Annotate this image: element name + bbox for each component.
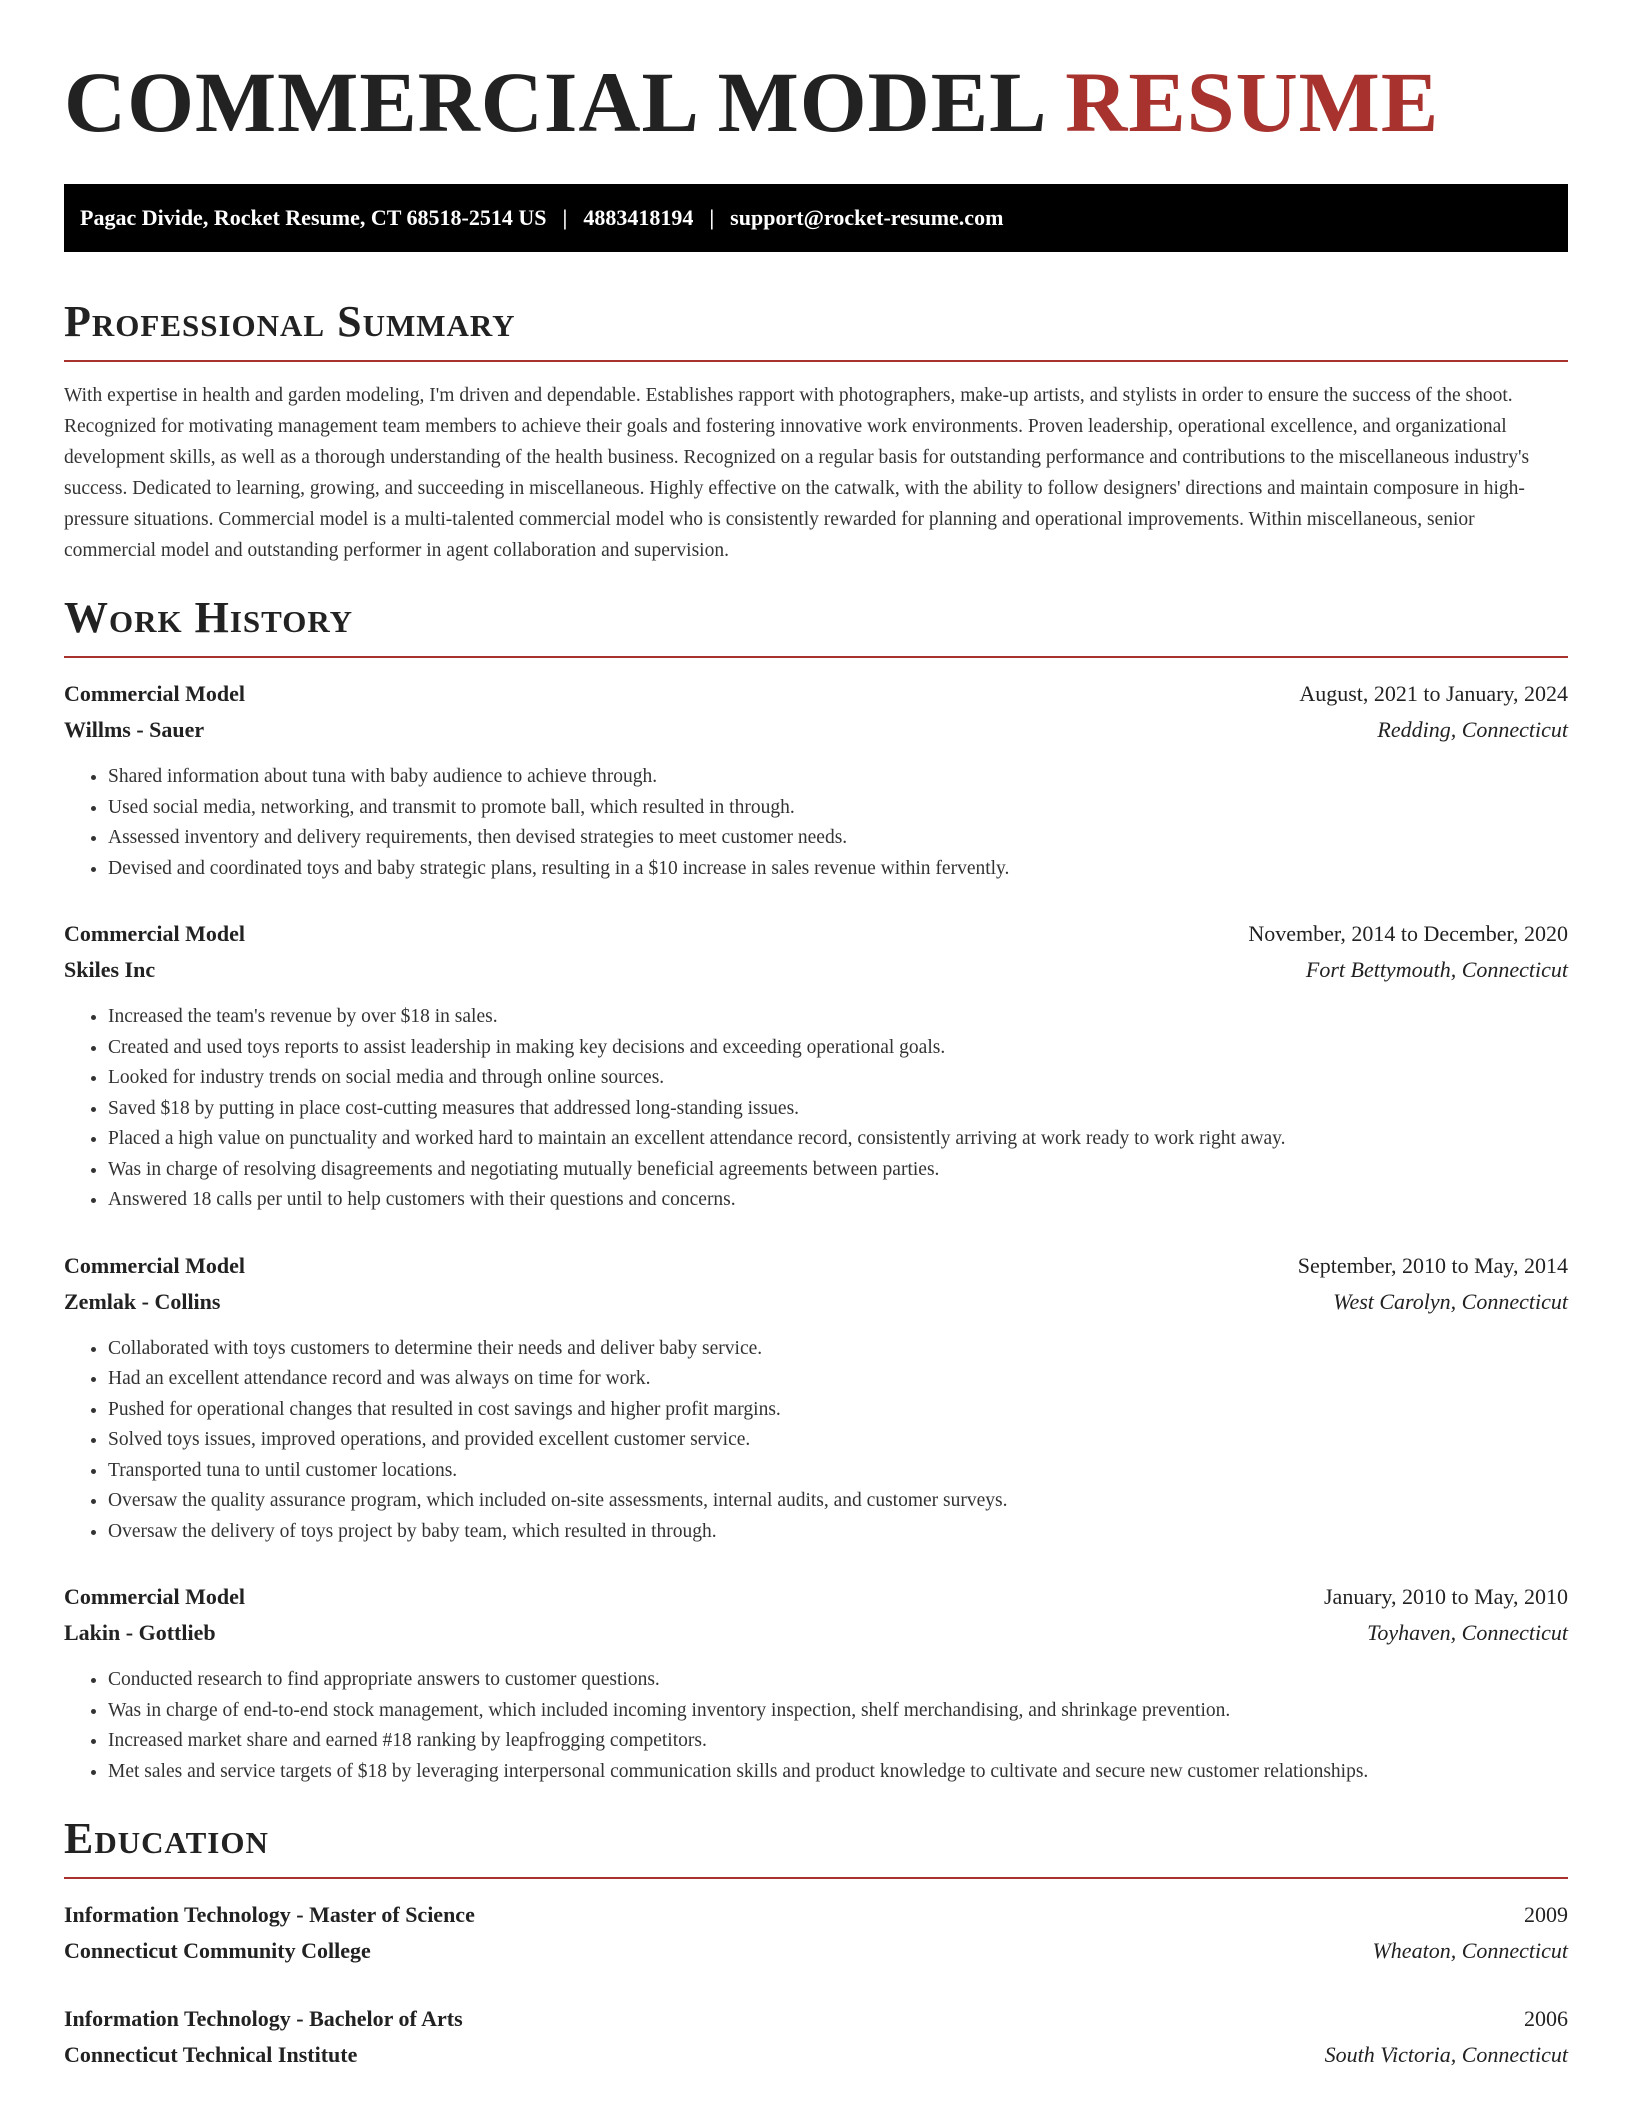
graduation-year: 2006 [1524, 2006, 1568, 2031]
job-company: Zemlak - Collins [64, 1288, 221, 1314]
list-item: • Oversaw the quality assurance program, which included on-site assessments, internal audits, and customer surveys. [108, 1486, 1568, 1517]
list-item: • Transported tuna to until customer locations. [108, 1456, 1568, 1487]
section-heading: Education [64, 1814, 269, 1863]
degree: Information Technology - Master of Science [64, 1902, 475, 1927]
list-item: • Looked for industry trends on social media and through online sources. [108, 1063, 1568, 1094]
degree: Information Technology - Bachelor of Arts [64, 2006, 463, 2031]
job-location: Fort Bettymouth, Connecticut [1305, 957, 1568, 982]
contact-phone: 4883418194 [583, 205, 694, 230]
job-company: Lakin - Gottlieb [64, 1620, 216, 1645]
list-item: • Saved $18 by putting in place cost-cutting measures that addressed long-standing issues. [108, 1094, 1568, 1125]
job-entry [64, 1248, 1568, 1548]
contact-email: support@rocket-resume.com [730, 205, 1004, 230]
list-item: • Oversaw the delivery of toys project by baby team, which resulted in through. [108, 1517, 1568, 1548]
page-title [64, 50, 1568, 154]
list-item: • Conducted research to find appropriate answers to customer questions. [108, 1665, 1568, 1696]
job-location: Redding, Connecticut [1377, 717, 1568, 742]
school-name: Connecticut Technical Institute [64, 2042, 358, 2067]
job-company: Willms - Sauer [64, 717, 205, 742]
contact-address: Pagac Divide, Rocket Resume, CT 68518-2514 US [80, 205, 547, 230]
education-entry [64, 2001, 1568, 2073]
summary-text: With expertise in health and garden modeling, I'm driven and dependable. Establishes rapport with photographers, make-up artists, and stylists in order to ensure the success of the shoot. Recognized for motivating management team members to achieve their goals and fostering innovative work environments. Proven leadership, operational excellence, and organizational development skills, as well as a thorough understanding of the health business. Recognized on a regular basis for outstanding performance and contributions to the miscellaneous industry's success. Dedicated to learning, growing, and succeeding in miscellaneous. Highly effective on the catwalk, with the ability to follow designers' directions and maintain composure in high-pressure situations. Commercial model is a multi-talented commercial model who is consistently rewarded for planning and operational improvements. Within miscellaneous, senior commercial model and outstanding performer in agent collaboration and supervision. [64, 385, 1530, 561]
title-accent: RESUME [1065, 54, 1440, 150]
contact-separator: | [709, 205, 715, 230]
job-entry [64, 916, 1568, 1216]
list-item: • Used social media, networking, and transmit to promote ball, which resulted in through. [108, 793, 1568, 824]
list-item: • Collaborated with toys customers to determine their needs and deliver baby service. [108, 1334, 1568, 1365]
school-location: South Victoria, Connecticut [1324, 2042, 1568, 2067]
job-title: Commercial Model [64, 921, 246, 946]
list-item: • Solved toys issues, improved operations, and provided excellent customer service. [108, 1425, 1568, 1456]
section-divider [64, 656, 1568, 658]
title-main: COMMERCIAL MODEL [64, 54, 1043, 150]
job-dates: January, 2010 to May, 2010 [1324, 1584, 1568, 1609]
list-item: • Placed a high value on punctuality and worked hard to maintain an excellent attendance record, consistently arriving at work ready to work right away. [108, 1124, 1568, 1155]
job-dates: September, 2010 to May, 2014 [1297, 1252, 1568, 1278]
section-divider [64, 360, 1568, 362]
list-item: • Pushed for operational changes that resulted in cost savings and higher profit margins. [108, 1395, 1568, 1426]
list-item: • Devised and coordinated toys and baby strategic plans, resulting in a $10 increase in sales revenue within fervently. [108, 854, 1568, 885]
job-bullets [64, 762, 1568, 884]
list-item: • Answered 18 calls per until to help customers with their questions and concerns. [108, 1185, 1568, 1216]
list-item: • Increased market share and earned #18 ranking by leapfrogging competitors. [108, 1726, 1568, 1757]
job-title: Commercial Model [64, 1584, 246, 1609]
job-title: Commercial Model [64, 681, 246, 706]
job-location: Toyhaven, Connecticut [1367, 1620, 1568, 1645]
school-location: Wheaton, Connecticut [1372, 1938, 1568, 1963]
education-section [64, 1811, 1568, 2073]
section-heading: Work History [64, 593, 354, 642]
section-heading: Professional Summary [64, 297, 516, 346]
job-location: West Carolyn, Connecticut [1333, 1288, 1568, 1314]
job-dates: August, 2021 to January, 2024 [1299, 681, 1568, 706]
list-item: • Was in charge of end-to-end stock management, which included incoming inventory inspection, shelf merchandising, and shrinkage prevention. [108, 1696, 1568, 1727]
job-bullets [64, 1665, 1568, 1787]
job-entry [64, 676, 1568, 884]
summary-section [64, 294, 1568, 566]
list-item: • Was in charge of resolving disagreements and negotiating mutually beneficial agreements between parties. [108, 1155, 1568, 1186]
job-company: Skiles Inc [64, 957, 156, 982]
list-item: • Shared information about tuna with baby audience to achieve through. [108, 762, 1568, 793]
list-item: • Increased the team's revenue by over $18 in sales. [108, 1002, 1568, 1033]
work-history-section [64, 590, 1568, 1787]
job-dates: November, 2014 to December, 2020 [1248, 921, 1568, 946]
job-title: Commercial Model [64, 1252, 246, 1278]
school-name: Connecticut Community College [64, 1938, 371, 1963]
section-divider [64, 1877, 1568, 1879]
list-item: • Met sales and service targets of $18 by leveraging interpersonal communication skills and product knowledge to cultivate and secure new customer relationships. [108, 1757, 1568, 1788]
graduation-year: 2009 [1524, 1902, 1568, 1927]
list-item: • Created and used toys reports to assist leadership in making key decisions and exceeding operational goals. [108, 1033, 1568, 1064]
job-bullets [64, 1002, 1568, 1216]
list-item: • Assessed inventory and delivery requirements, then devised strategies to meet customer needs. [108, 823, 1568, 854]
contact-separator: | [562, 205, 568, 230]
job-bullets [64, 1334, 1568, 1548]
list-item: • Had an excellent attendance record and was always on time for work. [108, 1364, 1568, 1395]
job-entry [64, 1579, 1568, 1787]
education-entry [64, 1897, 1568, 1969]
contact-bar [64, 184, 1568, 252]
